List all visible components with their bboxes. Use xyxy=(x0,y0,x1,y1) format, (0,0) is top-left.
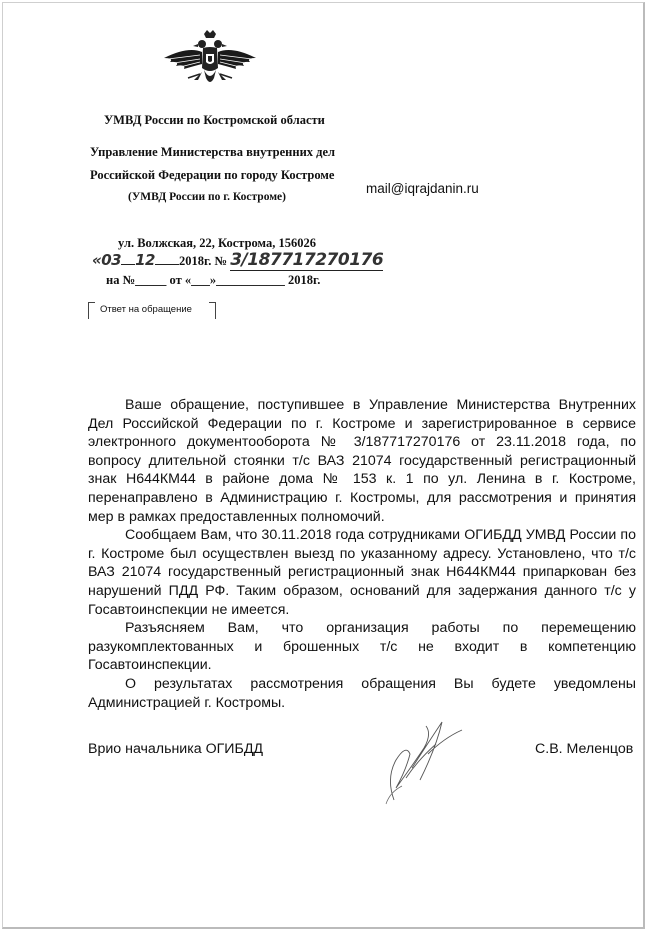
date-month: 12 xyxy=(135,251,155,269)
address-line: ул. Волжская, 22, Кострома, 156026 xyxy=(118,236,316,250)
date-day: 03 xyxy=(101,251,122,269)
department-line-1: Управление Министерства внутренних дел xyxy=(90,145,336,159)
department-short-name: (УМВД России по г. Костроме) xyxy=(128,191,286,203)
paragraph-competence: Разъясняем Вам, что организация работы по перемещению разукомплектованных и брошенных т/с не входит в компетенцию Госавтоинспекции. xyxy=(88,620,636,674)
registration-line xyxy=(92,250,383,270)
signatory-position: Врио начальника ОГИБДД xyxy=(88,741,264,757)
date-year: 2018г. № xyxy=(179,254,228,268)
outgoing-number: 3/187717270176 xyxy=(230,250,384,270)
letter-body xyxy=(88,396,636,712)
organization-name: УМВД России по Костромской области xyxy=(104,113,325,127)
paragraph-inspection: Сообщаем Вам, что 30.11.2018 года сотрудниками ОГИБДД УМВД России по г. Костроме был осуществлен выезд по указанному адресу. Установлено, что т/с ВАЗ 21074 государственный регистрационный знак Н644КМ44 припаркован без нарушений ПДД РФ. Таким образом, оснований для задержания данного т/с у Госавтоинспекции не имеется. xyxy=(88,527,636,618)
signatory-name: С.В. Меленцов xyxy=(535,741,634,757)
email-address: mail@iqrajdanin.ru xyxy=(366,181,479,196)
paragraph-forwarded: Ваше обращение, поступившее в Управление Министерства Внутренних Дел Российской Федерации по г. Костроме и зарегистрированное в сервисе электронного документооборота № 3/187717270176 от 23.11.2018 года, по вопросу длительной стоянки т/с ВАЗ 21074 государственный регистрационный знак Н644КМ44 в районе дома № 153 к. 1 по ул. Ленина в г. Костроме, перенаправлено в Администрацию г. Костромы, для рассмотрения и принятия мер в рамках предоставленных полномочий. xyxy=(88,397,636,525)
handwritten-signature xyxy=(366,708,476,808)
reply-to-appeal-label: Ответ на обращение xyxy=(88,302,216,320)
paragraph-notification: О результатах рассмотрения обращения Вы будете уведомлены Администрацией г. Костромы. xyxy=(88,675,636,711)
department-line-2: Российской Федерации по городу Костроме xyxy=(90,168,335,182)
date-prefix: « xyxy=(92,251,102,269)
eagle-emblem-icon xyxy=(160,28,260,98)
reference-line: на №_____ от «___»___________ 2018г. xyxy=(106,273,321,287)
